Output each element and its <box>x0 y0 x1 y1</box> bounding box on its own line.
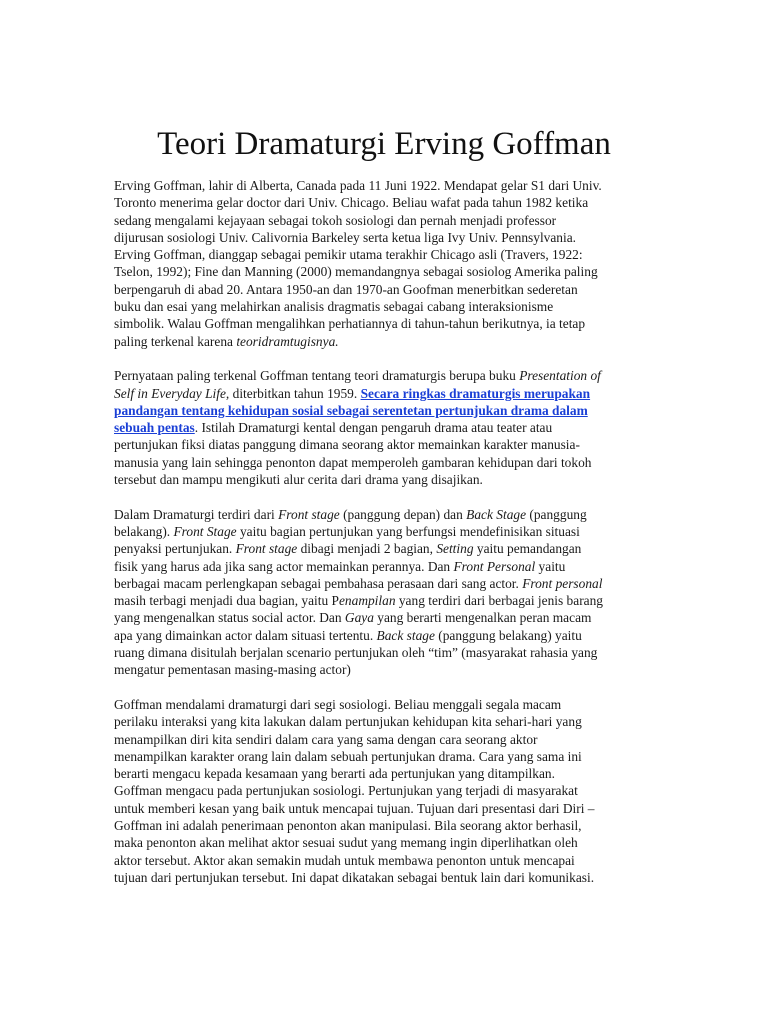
text-run: apa yang dimainkan actor dalam situasi tertentu. <box>114 627 377 643</box>
text-line <box>114 523 659 540</box>
text-line: aktor tersebut. Aktor akan semakin mudah untuk membawa penonton untuk mencapai <box>114 852 575 868</box>
text-run: diterbitkan tahun 1959. <box>229 385 361 401</box>
italic-text: Gaya <box>344 610 374 626</box>
text-run: (panggung depan) dan <box>339 506 467 522</box>
paragraph-1 <box>114 177 659 350</box>
text-run: (panggung <box>526 506 587 522</box>
paragraph-gap <box>114 350 659 367</box>
definition-link[interactable]: pandangan tentang kehidupan sosial sebagai serentetan pertunjukan drama dalam <box>114 402 588 418</box>
text-run: yaitu bagian pertunjukan yang berfungsi mendefinisikan situasi <box>236 523 580 539</box>
paragraph-3 <box>114 506 659 679</box>
text-line: simbolik. Walau Goffman mengalihkan perhatiannya di tahun-tahun berikutnya, ia tetap <box>114 316 586 332</box>
text-line: ruang dimana disitulah berjalan scenario pertunjukan oleh “tim” (masyarakat rahasia yang <box>114 645 598 661</box>
text-line <box>114 558 659 575</box>
definition-link[interactable]: sebuah pentas <box>114 420 195 436</box>
text-run: Dalam Dramaturgi terdiri dari <box>114 506 279 522</box>
text-line: berpengaruh di abad 20. Antara 1950-an dan 1970-an Goofman menerbitkan sederetan <box>114 281 578 297</box>
text-line: dijurusan sosiologi Univ. Calivornia Barkeley serta ketua liga Ivy Univ. Pennsylvania. <box>114 229 577 245</box>
italic-text: Front stage <box>278 506 340 522</box>
text-line: mengatur pementasan masing-masing actor) <box>114 662 351 678</box>
italic-text: Back Stage <box>466 506 527 522</box>
text-line: pertunjukan fiksi diatas panggung dimana seorang aktor memainkan karakter manusia- <box>114 437 580 453</box>
text-line <box>114 609 659 626</box>
text-run: yang terdiri dari berbagai jenis barang <box>395 593 603 609</box>
italic-text: enampilan <box>338 593 396 609</box>
text-run: paling terkenal karena <box>114 333 237 349</box>
text-run: yang mengenalkan status social actor. Dan <box>114 610 345 626</box>
text-line <box>114 540 659 557</box>
italic-text: Front stage <box>235 541 298 557</box>
text-line: perilaku interaksi yang kita lakukan dalam pertunjukan kehidupan kita sehari-hari yang <box>114 714 582 730</box>
text-line: buku dan esai yang melahirkan analisis dragmatis sebagai cabang interaksionisme <box>114 299 554 315</box>
text-line: sedang mengalami kejayaan sebagai tokoh sosiologi dan pernah menjadi professor <box>114 212 557 228</box>
text-run: masih terbagi menjadi dua bagian, yaitu P <box>114 593 339 609</box>
text-line <box>114 506 659 523</box>
italic-text: Self in Everyday Life, <box>114 385 230 401</box>
italic-text: Setting <box>436 541 474 557</box>
text-run: . Istilah Dramaturgi kental dengan pengaruh drama atau teater atau <box>194 420 553 436</box>
italic-text: Front Stage <box>173 523 237 539</box>
italic-text: Presentation of <box>519 368 601 384</box>
text-line <box>114 419 659 436</box>
italic-text: Front personal <box>522 575 603 591</box>
text-run: berbagai macam perlengkapan sebagai pembahasa perasaan dari sang actor. <box>114 575 523 591</box>
text-line: berarti mengacu kepada kesamaan yang berarti ada pertunjukan yang ditampilkan. <box>114 766 555 782</box>
text-run: penyaksi pertunjukan. <box>114 541 236 557</box>
text-line: tersebut dan mampu mengikuti alur cerita dari drama yang disajikan. <box>114 472 483 488</box>
paragraph-4 <box>114 696 659 886</box>
text-run: dibagi menjadi 2 bagian, <box>297 541 437 557</box>
text-run: (panggung belakang) yaitu <box>434 627 582 643</box>
text-line: Erving Goffman, lahir di Alberta, Canada pada 11 Juni 1922. Mendapat gelar S1 dari Univ. <box>114 178 602 193</box>
text-line: Goffman mengacu pada pertunjukan sosiologi. Pertunjukan yang terjadi di masyarakat <box>114 783 578 799</box>
text-run: yaitu <box>535 558 566 574</box>
italic-text: Back stage <box>376 627 435 643</box>
document-body <box>114 177 659 886</box>
text-line <box>114 627 659 644</box>
text-run: fisik yang harus ada jika sang actor memainkan perannya. Dan <box>114 558 454 574</box>
text-line: Tselon, 1992); Fine dan Manning (2000) memandangnya sebagai sosiolog Amerika paling <box>114 264 598 280</box>
text-line: Toronto menerima gelar doctor dari Univ. Chicago. Beliau wafat pada tahun 1982 ketika <box>114 195 589 211</box>
text-run: yaitu pemandangan <box>473 541 582 557</box>
page-title: Teori Dramaturgi Erving Goffman <box>157 126 611 162</box>
text-line: tujuan dari pertunjukan tersebut. Ini dapat dikatakan sebagai bentuk lain dari komunikasi. <box>114 869 595 885</box>
paragraph-gap <box>114 488 659 505</box>
text-line: Goffman mendalami dramaturgi dari segi sosiologi. Beliau menggali segala macam <box>114 696 562 712</box>
text-line: maka penonton akan melihat aktor sesuai sudut yang memang ingin diperlihatkan oleh <box>114 835 578 851</box>
text-run: yang berarti mengenalkan peran macam <box>373 610 592 626</box>
text-line: Goffman ini adalah penerimaan penonton akan manipulasi. Bila seorang aktor berhasil, <box>114 817 582 833</box>
text-line: untuk memberi kesan yang baik untuk mencapai tujuan. Tujuan dari presentasi dari Diri – <box>114 800 595 816</box>
text-run: belakang). <box>114 523 174 539</box>
text-line: manusia yang lain sehingga penonton dapat memperoleh gambaran kehidupan dari tokoh <box>114 454 592 470</box>
text-run: Pernyataan paling terkenal Goffman tentang teori dramaturgis berupa buku <box>114 368 520 384</box>
italic-text: Front Personal <box>453 558 536 574</box>
text-line: menampilkan diri kita sendiri dalam cara yang sama dengan cara seorang aktor <box>114 731 538 747</box>
text-line <box>114 592 659 609</box>
text-line <box>114 575 659 592</box>
paragraph-gap <box>114 679 659 696</box>
text-line <box>114 402 659 419</box>
italic-text: teoridramtugisnya. <box>236 333 339 349</box>
text-line: Erving Goffman, dianggap sebagai pemikir utama terakhir Chicago asli (Travers, 1922: <box>114 247 583 263</box>
text-line: menampilkan karakter orang lain dalam sebuah pertunjukan drama. Cara yang sama ini <box>114 748 582 764</box>
text-line <box>114 385 659 402</box>
text-line <box>114 367 659 384</box>
definition-link[interactable]: Secara ringkas dramaturgis merupakan <box>360 385 591 401</box>
paragraph-2 <box>114 367 659 488</box>
text-line <box>114 333 659 350</box>
